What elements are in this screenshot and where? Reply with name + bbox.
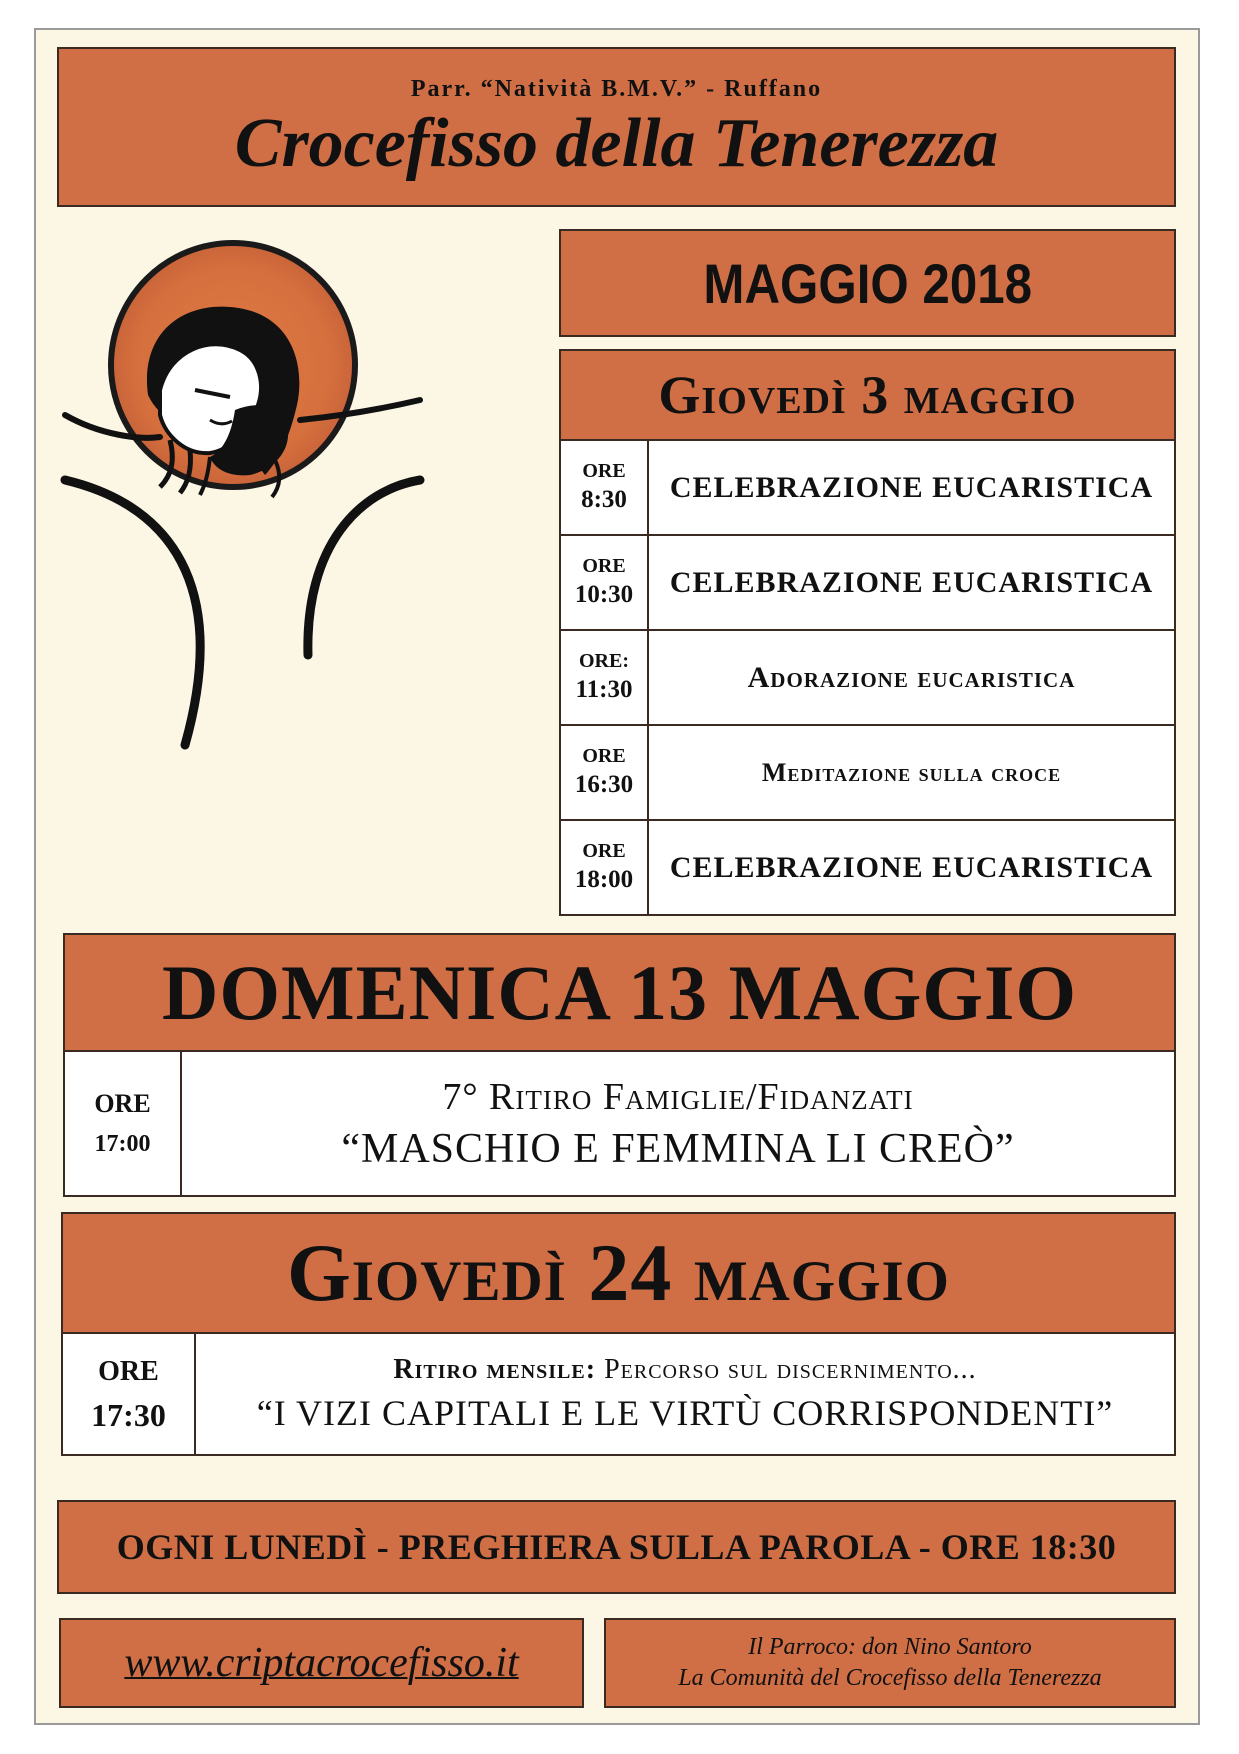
time-label: ORE	[582, 460, 626, 483]
event-cell	[647, 629, 1176, 726]
event-cell	[647, 819, 1176, 916]
weekly-banner	[57, 1500, 1176, 1594]
time-value: 16:30	[574, 771, 634, 799]
day3-title: Giovedì 24 maggio	[287, 1227, 950, 1318]
event-cell	[647, 534, 1176, 631]
signature-community: La Comunità del Crocefisso della Tenerezza	[678, 1665, 1102, 1691]
month-banner	[559, 229, 1176, 337]
weekly-text: OGNI LUNEDÌ - PREGHIERA SULLA PAROLA - ORE 18:30	[116, 1527, 1117, 1567]
time-label: ORE	[582, 840, 626, 863]
crucifix-illustration	[60, 225, 490, 755]
header-banner	[57, 47, 1176, 207]
event-text: CELEBRAZIONE EUCARISTICA	[669, 850, 1154, 884]
signature-priest: Il Parroco: don Nino Santoro	[748, 1633, 1032, 1660]
event-text: CELEBRAZIONE EUCARISTICA	[669, 470, 1154, 504]
event-text: Adorazione eucaristica	[747, 660, 1076, 694]
time-cell	[559, 534, 649, 631]
time-value: 10:30	[574, 581, 634, 609]
event-line-2: “I VIZI CAPITALI E LE VIRTÙ CORRISPONDENTI”	[256, 1393, 1114, 1433]
event-line-2: “MASCHIO E FEMMINA LI CREÒ”	[341, 1125, 1015, 1172]
day1-header	[559, 349, 1176, 441]
event-text: CELEBRAZIONE EUCARISTICA	[669, 565, 1154, 599]
event-line-1-rest: Percorso sul discernimento...	[596, 1354, 977, 1385]
time-label: ORE	[582, 555, 626, 578]
event-line-1-bold: Ritiro mensile:	[393, 1354, 597, 1385]
signature-box	[604, 1618, 1176, 1708]
time-value: 11:30	[575, 676, 633, 704]
day2-title: DOMENICA 13 MAGGIO	[162, 948, 1077, 1036]
event-cell	[647, 439, 1176, 536]
page-title: Crocefisso della Tenerezza	[234, 104, 999, 182]
time-value: 17:30	[91, 1396, 166, 1433]
time-label: ORE	[582, 745, 626, 768]
website-box	[59, 1618, 584, 1708]
time-cell	[63, 1050, 182, 1197]
time-cell	[559, 439, 649, 536]
time-value: 17:00	[94, 1130, 151, 1157]
event-cell	[647, 724, 1176, 821]
parish-name: Parr. “Natività B.M.V.” - Ruffano	[410, 75, 823, 102]
day1-title: Giovedì 3 maggio	[658, 365, 1077, 425]
time-cell	[61, 1332, 196, 1456]
time-value: 8:30	[581, 486, 627, 514]
time-cell	[559, 724, 649, 821]
time-cell	[559, 629, 649, 726]
time-value: 18:00	[574, 866, 634, 894]
day3-header	[61, 1212, 1176, 1334]
time-label: ORE	[98, 1355, 159, 1387]
month-title: MAGGIO 2018	[703, 251, 1032, 315]
event-text: Meditazione sulla croce	[761, 757, 1062, 787]
time-label: ORE	[94, 1089, 151, 1119]
event-cell	[194, 1332, 1176, 1456]
event-line-1: 7° Ritiro Famiglie/Fidanzati	[442, 1075, 914, 1118]
event-cell	[180, 1050, 1176, 1197]
website-link[interactable]: www.criptacrocefisso.it	[124, 1640, 519, 1686]
day2-header	[63, 933, 1176, 1052]
time-cell	[559, 819, 649, 916]
time-label: ORE:	[578, 650, 629, 673]
